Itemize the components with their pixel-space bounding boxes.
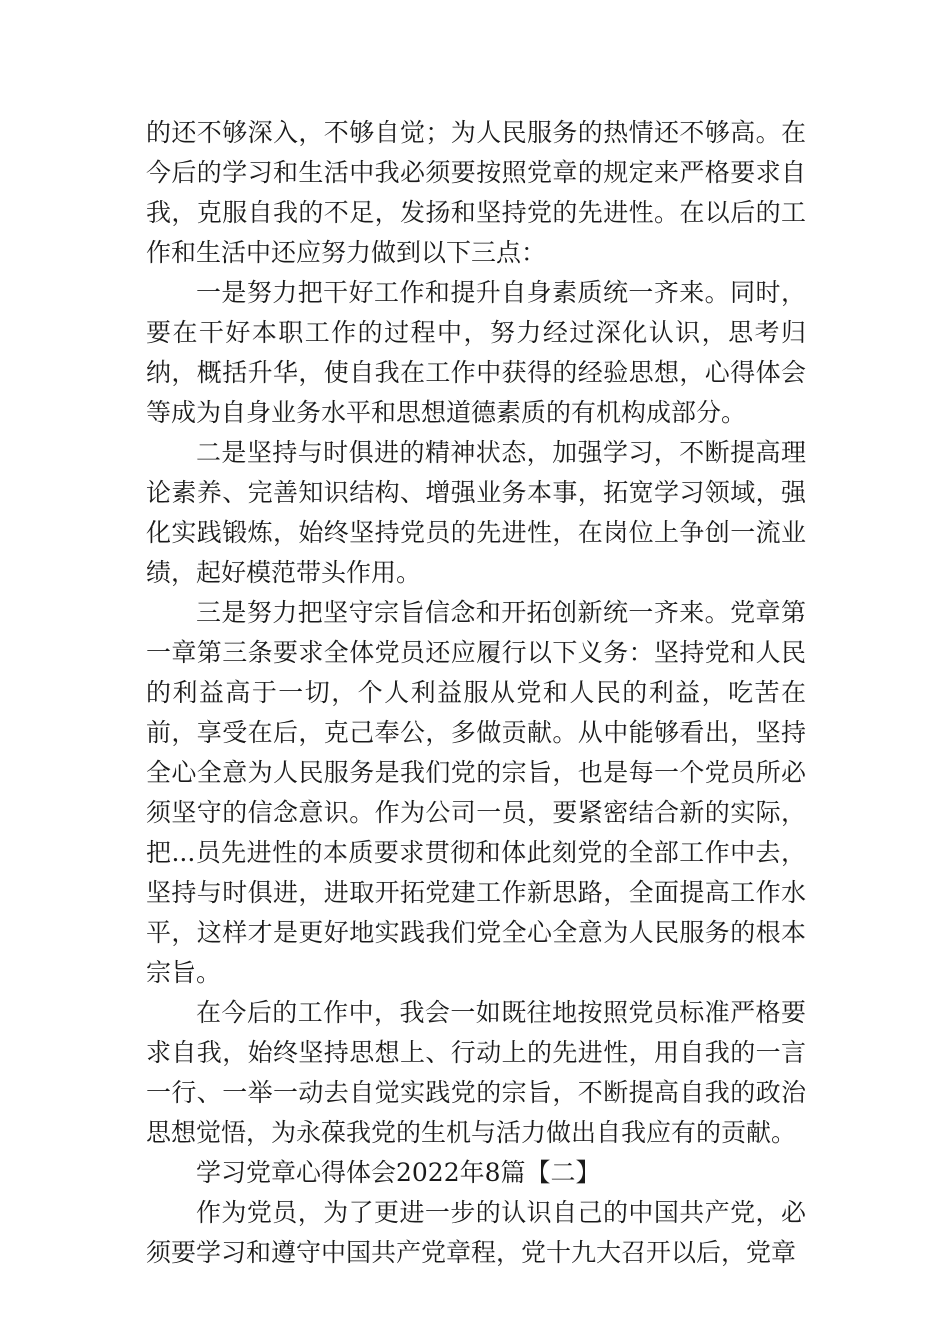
paragraph: 三是努力把坚守宗旨信念和开拓创新统一齐来。党章第一章第三条要求全体党员还应履行以下义务：坚持党和人民的利益高于一切，个人利益服从党和人民的利益，吃苦在前，享受在后，克己奉公，多做贡献。从中能够看出，坚持全心全意为人民服务是我们党的宗旨，也是每一个党员所必须坚守的信念意识。作为公司一员，要紧密结合新的实际，把...员先进性的本质要求贯彻和体此刻党的全部工作中去，坚持与时俱进，进取开拓党建工作新思路，全面提高工作水平，这样才是更好地实践我们党全心全意为人民服务的根本宗旨。 xyxy=(146,598,806,987)
document-body xyxy=(146,113,806,1273)
paragraph: 的还不够深入，不够自觉；为人民服务的热情还不够高。在今后的学习和生活中我必须要按照党章的规定来严格要求自我，克服自我的不足，发扬和坚持党的先进性。在以后的工作和生活中还应努力做到以下三点： xyxy=(146,118,806,267)
paragraph: 二是坚持与时俱进的精神状态，加强学习，不断提高理论素养、完善知识结构、增强业务本事，拓宽学习领域，强化实践锻炼，始终坚持党员的先进性，在岗位上争创一流业绩，起好模范带头作用。 xyxy=(146,438,806,587)
paragraph: 在今后的工作中，我会一如既往地按照党员标准严格要求自我，始终坚持思想上、行动上的先进性，用自我的一言一行、一举一动去自觉实践党的宗旨，不断提高自我的政治思想觉悟，为永葆我党的生机与活力做出自我应有的贡献。 xyxy=(146,998,806,1147)
paragraph: 一是努力把干好工作和提升自身素质统一齐来。同时，要在干好本职工作的过程中，努力经过深化认识，思考归纳，概括升华，使自我在工作中获得的经验思想，心得体会等成为自身业务水平和思想道德素质的有机构成部分。 xyxy=(146,278,806,427)
section-heading: 学习党章心得体会2022年8篇【二】 xyxy=(196,1158,601,1187)
paragraph: 作为党员，为了更进一步的认识自己的中国共产党，必须要学习和遵守中国共产党章程，党十九大召开以后，党章 xyxy=(146,1198,806,1267)
